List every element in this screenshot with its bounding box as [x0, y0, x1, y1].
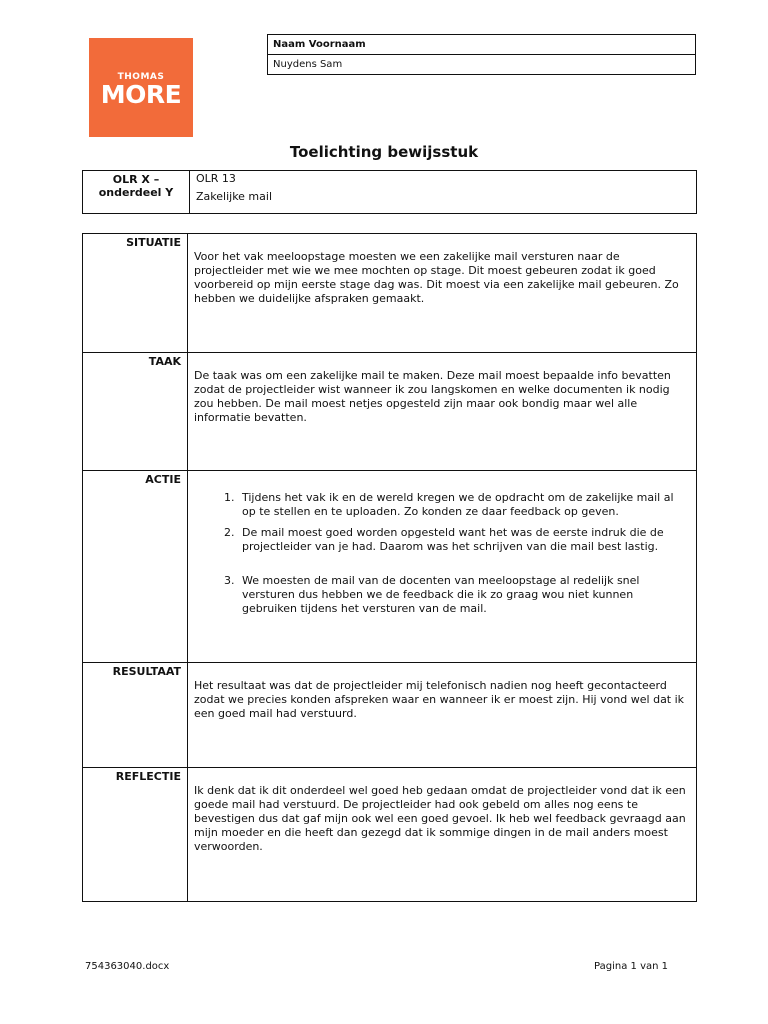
section-row-taak [83, 353, 697, 471]
olr-label: OLR X – onderdeel Y [83, 171, 190, 214]
olr-table [82, 170, 697, 214]
taak-label: TAAK [83, 353, 188, 471]
reflectie-label: REFLECTIE [83, 768, 188, 902]
situatie-text: Voor het vak meeloopstage moesten we een zakelijke mail versturen naar de projectleider met wie we mee mochten op stage. Dit moest gebeuren zodat ik goed voorbereid op mijn eerste stage dag was. Dit moest via een zakelijke mail gebeuren. Zo hebben we duidelijke afspraken gemaakt. [194, 250, 679, 305]
section-row-actie [83, 471, 697, 663]
olr-value-cell [190, 171, 697, 214]
reflectie-text-cell [188, 768, 697, 902]
situatie-text-cell [188, 234, 697, 353]
name-box [267, 34, 696, 75]
olr-value-2: Zakelijke mail [196, 190, 273, 203]
actie-item: 3. We moesten de mail van de docenten van meeloopstage al redelijk snel versturen dus hebben we de feedback die ik zo graag wou niet kunnen gebruiken tijdens het versturen van de mail. [238, 574, 690, 616]
footer-page-number: Pagina 1 van 1 [594, 961, 668, 972]
actie-list [194, 491, 690, 616]
page-title: Toelichting bewijsstuk [289, 143, 479, 161]
resultaat-label: RESULTAAT [83, 663, 188, 768]
resultaat-text-cell [188, 663, 697, 768]
section-row-reflectie [83, 768, 697, 902]
olr-value-1: OLR 13 [196, 172, 236, 185]
star-table [82, 233, 697, 902]
section-row-situatie [83, 234, 697, 353]
logo-line-1: THOMAS [117, 72, 165, 82]
section-row-resultaat [83, 663, 697, 768]
name-box-value: Nuydens Sam [268, 55, 696, 75]
actie-list-cell [188, 471, 697, 663]
resultaat-text: Het resultaat was dat de projectleider mij telefonisch nadien nog heeft gecontacteerd zodat we precies konden afspreken waar en wanneer ik er moest zijn. Hij vond wel dat ik een goed mail had verstuurd. [194, 679, 685, 720]
logo-line-2: MORE [100, 80, 182, 109]
actie-label: ACTIE [83, 471, 188, 663]
footer-filename: 754363040.docx [85, 961, 170, 972]
thomas-more-logo [89, 38, 193, 137]
actie-item: 1. Tijdens het vak ik en de wereld kregen we de opdracht om de zakelijke mail al op te stellen en te uploaden. Zo konden ze daar feedback op geven. [238, 491, 690, 519]
taak-text-cell [188, 353, 697, 471]
actie-item: 2. De mail moest goed worden opgesteld want het was de eerste indruk die de projectleider van je had. Daarom was het schrijven van die mail best lastig. [238, 526, 690, 554]
taak-text: De taak was om een zakelijke mail te maken. Deze mail moest bepaalde info bevatten zodat de projectleider wist wanneer ik zou langskomen en welke documenten ik nodig zou hebben. De mail moest netjes opgesteld zijn maar ook bondig maar wel alle informatie bevatten. [194, 369, 671, 424]
reflectie-text: Ik denk dat ik dit onderdeel wel goed heb gedaan omdat de projectleider vond dat ik een goede mail had verstuurd. De projectleider had ook gebeld om alles nog eens te bevestigen dus dat gaf mijn ook wel een goed gevoel. Ik heb wel feedback gevraagd aan mijn moeder en die heeft dan gezegd dat ik sommige dingen in de mail anders moest verwoorden. [194, 784, 686, 853]
name-box-header: Naam Voornaam [268, 35, 696, 55]
situatie-label: SITUATIE [83, 234, 188, 353]
